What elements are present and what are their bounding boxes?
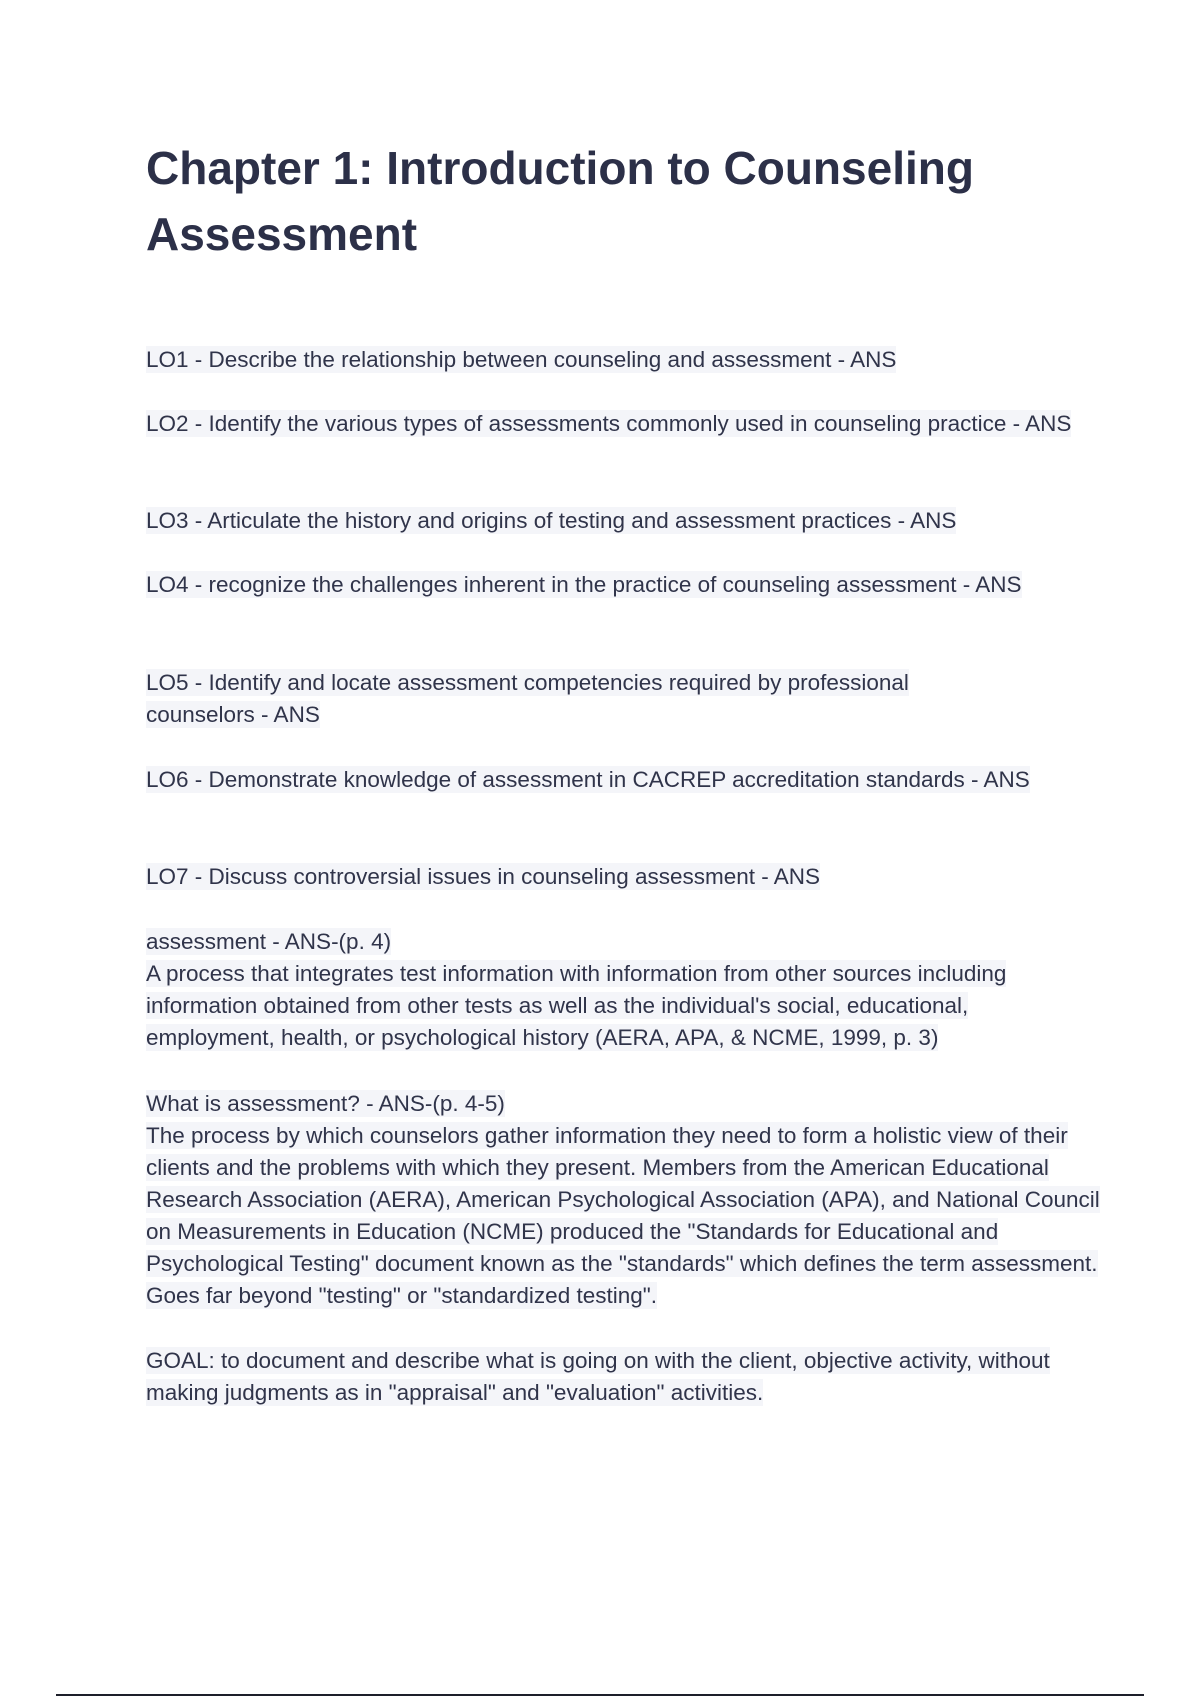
lo2-text: LO2 - Identify the various types of assessments commonly used in counseling practice - ANS [146,411,1072,436]
lo4-text: LO4 - recognize the challenges inherent in the practice of counseling assessment - ANS [146,572,1022,597]
page-title: Chapter 1: Introduction to Counseling Assessment [146,142,974,260]
question-what-is-assessment [146,1088,1101,1312]
what-is-assessment-answer: The process by which counselors gather information they need to form a holistic view of their clients and the problems with which they present. Members from the American Educational Research Association (AERA), American Psychological Association (APA), and National Council on Measurements in Education (NCME) produced the "Standards for Educational and Psychological Testing" document known as the "standards" which defines the term assessment. Goes far beyond "testing" or "standardized testing". [146,1123,1100,1308]
learning-objective-lo6 [146,764,1046,796]
learning-objective-lo5 [146,667,986,731]
goal-statement [146,1345,1066,1409]
definition-assessment [146,926,1091,1054]
goal-statement-text: GOAL: to document and describe what is going on with the client, objective activity, without making judgments as in "appraisal" and "evaluation" activities. [146,1348,1050,1405]
learning-objective-lo4 [146,569,1046,601]
footer-divider [56,1694,1144,1696]
lo1-text: LO1 - Describe the relationship between counseling and assessment - ANS [146,347,897,372]
learning-objective-lo7 [146,861,1106,893]
lo3-text: LO3 - Articulate the history and origins of testing and assessment practices - ANS [146,508,957,533]
lo6-text: LO6 - Demonstrate knowledge of assessment in CACREP accreditation standards - ANS [146,767,1030,792]
definition-assessment-answer: A process that integrates test information with information from other sources including information obtained from other tests as well as the individual's social, educational, employment, health, or psychological history (AERA, APA, & NCME, 1999, p. 3) [146,961,1007,1050]
learning-objective-lo2 [146,408,1096,440]
lo7-text: LO7 - Discuss controversial issues in counseling assessment - ANS [146,864,821,889]
learning-objective-lo1 [146,344,1106,376]
learning-objective-lo3 [146,505,1106,537]
definition-assessment-question: assessment - ANS-(p. 4) [146,929,392,954]
what-is-assessment-question: What is assessment? - ANS-(p. 4-5) [146,1091,505,1116]
lo5-text: LO5 - Identify and locate assessment competencies required by professional counselors - ANS [146,670,909,727]
